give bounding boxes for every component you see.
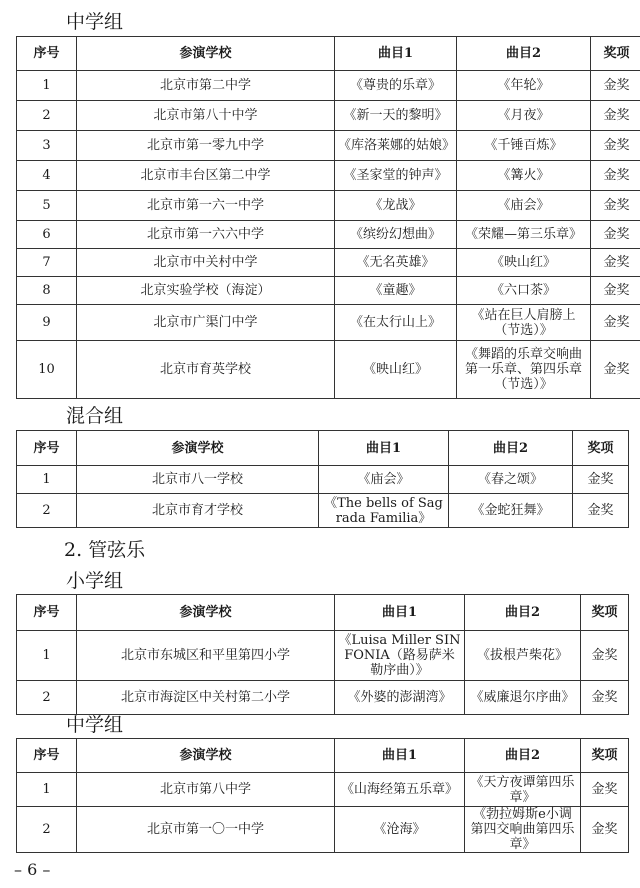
section-title-primary: 小学组 [66, 570, 124, 592]
cell-school: 北京市丰台区第二中学 [77, 161, 335, 191]
cell-piece1: 《无名英雄》 [335, 249, 457, 277]
table-row [17, 631, 629, 681]
header-school: 参演学校 [77, 595, 335, 631]
cell-piece1: 《尊贵的乐章》 [335, 71, 457, 101]
cell-piece2: 《庙会》 [457, 191, 591, 221]
cell-piece2: 《映山红》 [457, 249, 591, 277]
header-piece2: 曲目2 [457, 37, 591, 71]
cell-award: 金奖 [591, 277, 640, 305]
header-piece1: 曲目1 [335, 37, 457, 71]
cell-award: 金奖 [591, 101, 640, 131]
header-num: 序号 [17, 37, 77, 71]
cell-school: 北京市第一六一中学 [77, 191, 335, 221]
table-row [17, 221, 640, 249]
cell-piece2: 《站在巨人肩膀上（节选）》 [457, 305, 591, 341]
page-number: – 6 – [14, 860, 51, 879]
cell-award: 金奖 [581, 807, 629, 853]
cell-award: 金奖 [581, 631, 629, 681]
cell-num: 7 [17, 249, 77, 277]
table-row [17, 807, 629, 853]
table-row [17, 681, 629, 715]
table-row [17, 131, 640, 161]
cell-num: 6 [17, 221, 77, 249]
cell-school: 北京市海淀区中关村第二小学 [77, 681, 335, 715]
header-award: 奖项 [573, 431, 629, 466]
table-header-row [17, 431, 629, 466]
cell-num: 1 [17, 466, 77, 494]
cell-school: 北京市广渠门中学 [77, 305, 335, 341]
category-title-orchestra: 2. 管弦乐 [64, 539, 146, 561]
cell-piece2: 《千锤百炼》 [457, 131, 591, 161]
cell-piece2: 《六口茶》 [457, 277, 591, 305]
cell-num: 8 [17, 277, 77, 305]
cell-piece1: 《The bells of Sagrada Familia》 [319, 494, 449, 528]
cell-num: 2 [17, 681, 77, 715]
cell-school: 北京市第二中学 [77, 71, 335, 101]
cell-piece2: 《威廉退尔序曲》 [465, 681, 581, 715]
table-header-row [17, 595, 629, 631]
cell-piece1: 《山海经第五乐章》 [335, 773, 465, 807]
header-piece2: 曲目2 [465, 595, 581, 631]
cell-award: 金奖 [581, 773, 629, 807]
cell-school: 北京市东城区和平里第四小学 [77, 631, 335, 681]
header-piece1: 曲目1 [335, 739, 465, 773]
cell-award: 金奖 [591, 131, 640, 161]
cell-award: 金奖 [573, 466, 629, 494]
table-row [17, 494, 629, 528]
header-award: 奖项 [591, 37, 640, 71]
table-row [17, 466, 629, 494]
cell-piece1: 《圣家堂的钟声》 [335, 161, 457, 191]
header-piece2: 曲目2 [449, 431, 573, 466]
cell-award: 金奖 [591, 161, 640, 191]
section-title-middle-school: 中学组 [66, 11, 124, 33]
cell-num: 1 [17, 71, 77, 101]
cell-piece2: 《天方夜谭第四乐章》 [465, 773, 581, 807]
table-middle-school-orchestra [16, 738, 629, 853]
cell-piece2: 《荣耀—第三乐章》 [457, 221, 591, 249]
cell-num: 1 [17, 631, 77, 681]
table-row [17, 773, 629, 807]
cell-award: 金奖 [591, 341, 640, 399]
cell-num: 2 [17, 494, 77, 528]
cell-num: 3 [17, 131, 77, 161]
cell-num: 2 [17, 101, 77, 131]
cell-num: 2 [17, 807, 77, 853]
cell-school: 北京市第八中学 [77, 773, 335, 807]
cell-school: 北京市第一六六中学 [77, 221, 335, 249]
cell-piece2: 《春之颂》 [449, 466, 573, 494]
cell-award: 金奖 [591, 221, 640, 249]
header-num: 序号 [17, 739, 77, 773]
section-title-middle-school-orchestra: 中学组 [66, 714, 124, 736]
cell-num: 1 [17, 773, 77, 807]
header-award: 奖项 [581, 739, 629, 773]
cell-award: 金奖 [573, 494, 629, 528]
cell-num: 4 [17, 161, 77, 191]
cell-piece1: 《新一天的黎明》 [335, 101, 457, 131]
header-school: 参演学校 [77, 431, 319, 466]
table-row [17, 71, 640, 101]
cell-piece1: 《缤纷幻想曲》 [335, 221, 457, 249]
cell-num: 9 [17, 305, 77, 341]
table-mixed [16, 430, 629, 528]
cell-piece1: 《库洛莱娜的姑娘》 [335, 131, 457, 161]
cell-piece2: 《月夜》 [457, 101, 591, 131]
header-piece1: 曲目1 [335, 595, 465, 631]
table-row [17, 101, 640, 131]
cell-school: 北京市育英学校 [77, 341, 335, 399]
cell-award: 金奖 [581, 681, 629, 715]
cell-school: 北京实验学校（海淀） [77, 277, 335, 305]
header-piece1: 曲目1 [319, 431, 449, 466]
cell-school: 北京市第八十中学 [77, 101, 335, 131]
cell-piece1: 《童趣》 [335, 277, 457, 305]
table-row [17, 341, 640, 399]
table-row [17, 249, 640, 277]
cell-school: 北京市第一〇一中学 [77, 807, 335, 853]
cell-piece1: 《外婆的澎湖湾》 [335, 681, 465, 715]
cell-piece1: 《龙战》 [335, 191, 457, 221]
cell-piece1: 《映山红》 [335, 341, 457, 399]
cell-award: 金奖 [591, 191, 640, 221]
table-header-row [17, 739, 629, 773]
cell-piece2: 《拔根芦柴花》 [465, 631, 581, 681]
table-header-row [17, 37, 640, 71]
cell-piece2: 《舞蹈的乐章交响曲 第一乐章、第四乐章（节选）》 [457, 341, 591, 399]
cell-school: 北京市八一学校 [77, 466, 319, 494]
cell-piece2: 《篝火》 [457, 161, 591, 191]
header-num: 序号 [17, 595, 77, 631]
cell-award: 金奖 [591, 71, 640, 101]
table-primary [16, 594, 629, 715]
header-piece2: 曲目2 [465, 739, 581, 773]
table-row [17, 161, 640, 191]
table-row [17, 277, 640, 305]
cell-school: 北京市第一零九中学 [77, 131, 335, 161]
header-school: 参演学校 [77, 37, 335, 71]
table-row [17, 191, 640, 221]
cell-piece1: 《沧海》 [335, 807, 465, 853]
cell-award: 金奖 [591, 249, 640, 277]
header-award: 奖项 [581, 595, 629, 631]
cell-piece1: 《庙会》 [319, 466, 449, 494]
cell-num: 5 [17, 191, 77, 221]
cell-piece2: 《年轮》 [457, 71, 591, 101]
cell-school: 北京市中关村中学 [77, 249, 335, 277]
cell-piece1: 《Luisa Miller SINFONIA（路易萨米勒序曲）》 [335, 631, 465, 681]
table-row [17, 305, 640, 341]
cell-award: 金奖 [591, 305, 640, 341]
section-title-mixed: 混合组 [66, 405, 124, 427]
header-school: 参演学校 [77, 739, 335, 773]
header-num: 序号 [17, 431, 77, 466]
cell-num: 10 [17, 341, 77, 399]
cell-piece1: 《在太行山上》 [335, 305, 457, 341]
cell-piece2: 《金蛇狂舞》 [449, 494, 573, 528]
table-middle-school [16, 36, 640, 399]
cell-piece2: 《勃拉姆斯e小调第四交响曲第四乐章》 [465, 807, 581, 853]
cell-school: 北京市育才学校 [77, 494, 319, 528]
